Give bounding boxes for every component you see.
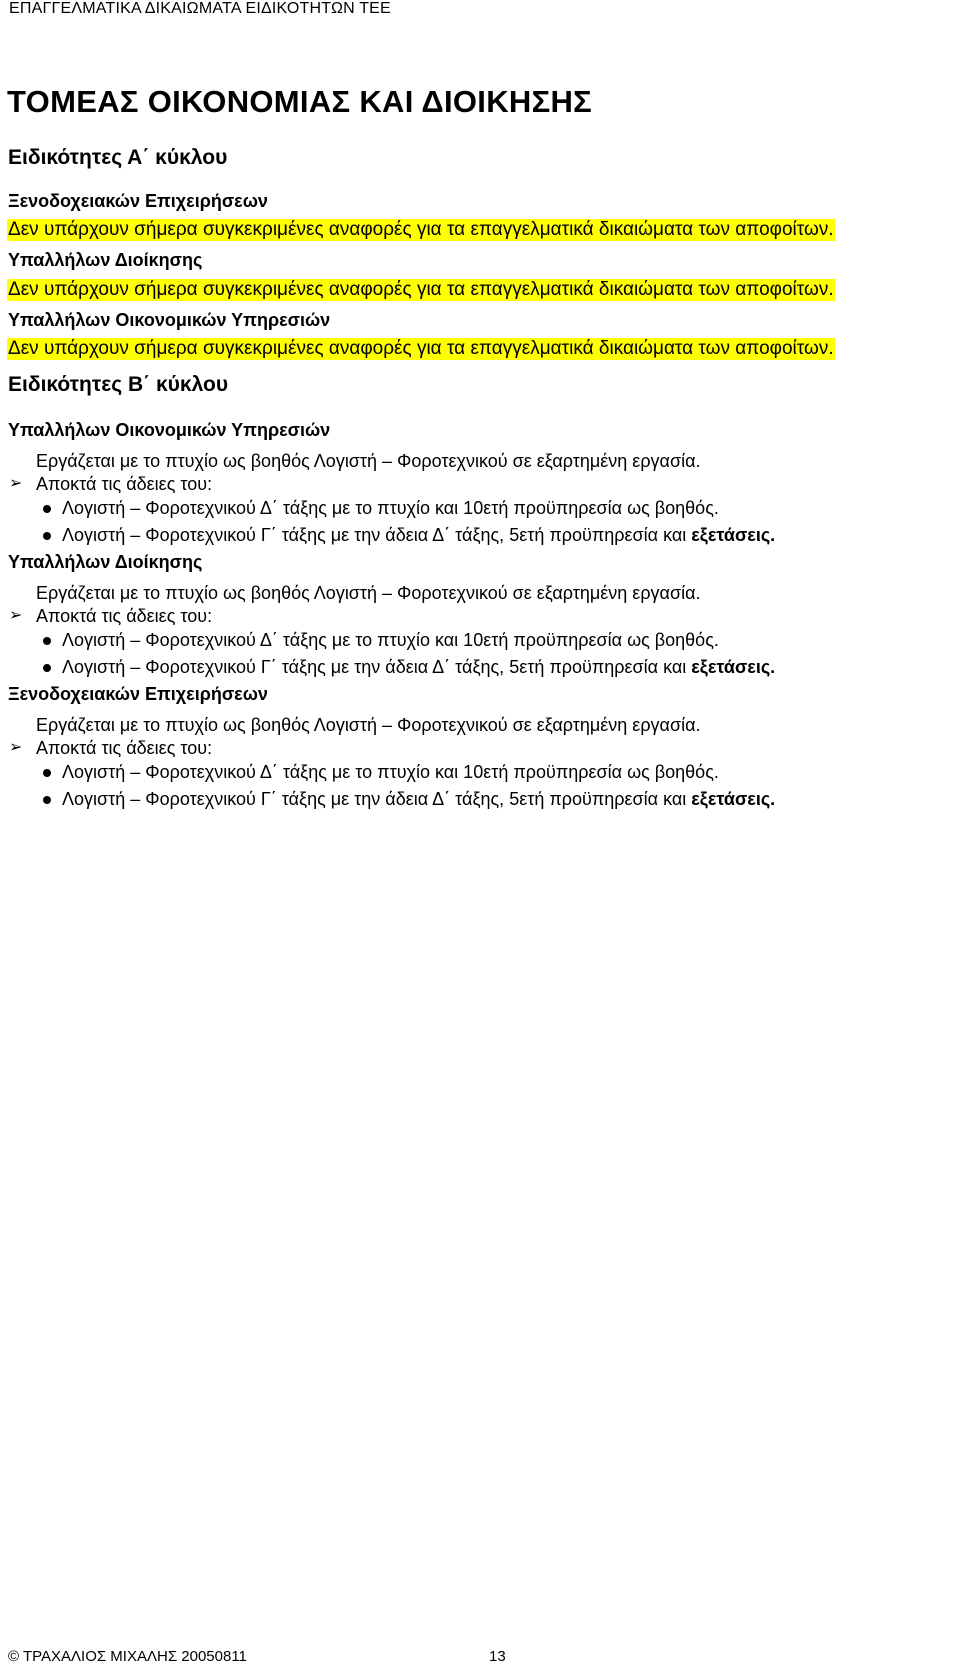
page-number: 13 (489, 1648, 506, 1665)
finance-works-text: Εργάζεται με το πτυχίο ως βοηθός Λογιστή – Φοροτεχνικού σε εξαρτημένη εργασία. (36, 451, 701, 471)
hotel-acquires-text: Αποκτά τις άδειες του: (36, 738, 213, 758)
bullet-dot-icon (43, 664, 51, 672)
cycle-b-specialty-finance: Υπαλλήλων Οικονομικών Υπηρεσιών (8, 420, 331, 440)
exams-emphasis: εξετάσεις. (691, 657, 776, 677)
bullet-dot-icon (43, 637, 51, 645)
arrow-bullet-icon: ➢ (9, 475, 23, 492)
hotel-license-item-1: Λογιστή – Φοροτεχνικού Δ΄ τάξης με το πτυχίο και 10ετή προϋπηρεσία ως βοηθός. (62, 762, 719, 782)
finance-acquires-text: Αποκτά τις άδειες του: (36, 474, 213, 494)
cycle-a-specialty-hotel: Ξενοδοχειακών Επιχειρήσεων (8, 191, 268, 211)
cycle-b-heading: Ειδικότητες Β΄ κύκλου (8, 373, 229, 396)
admin-acquires-text: Αποκτά τις άδειες του: (36, 606, 213, 626)
finance-license-item-1: Λογιστή – Φοροτεχνικού Δ΄ τάξης με το πτυχίο και 10ετή προϋπηρεσία ως βοηθός. (62, 498, 719, 518)
footer-author: © ΤΡΑΧΑΛΙΟΣ ΜΙΧΑΛΗΣ 20050811 (8, 1648, 247, 1665)
cycle-a-finance-note: Δεν υπάρχουν σήμερα συγκεκριμένες αναφορές για τα επαγγελματικά δικαιώματα των αποφοίτων. (8, 338, 834, 359)
admin-license-item-2: Λογιστή – Φοροτεχνικού Γ΄ τάξης με την άδεια Δ΄ τάξης, 5ετή προϋπηρεσία και εξετάσεις. (62, 657, 776, 677)
cycle-a-admin-note: Δεν υπάρχουν σήμερα συγκεκριμένες αναφορές για τα επαγγελματικά δικαιώματα των αποφοίτων. (8, 279, 834, 300)
hotel-license-item-2: Λογιστή – Φοροτεχνικού Γ΄ τάξης με την άδεια Δ΄ τάξης, 5ετή προϋπηρεσία και εξετάσεις. (62, 789, 776, 809)
bullet-dot-icon (43, 532, 51, 540)
hotel-works-text: Εργάζεται με το πτυχίο ως βοηθός Λογιστή – Φοροτεχνικού σε εξαρτημένη εργασία. (36, 715, 701, 735)
exams-emphasis: εξετάσεις. (691, 789, 776, 809)
running-header: ΕΠΑΓΓΕΛΜΑΤΙΚΑ ΔΙΚΑΙΩΜΑΤΑ ΕΙΔΙΚΟΤΗΤΩΝ ΤΕΕ (9, 0, 391, 17)
cycle-b-specialty-admin: Υπαλλήλων Διοίκησης (8, 552, 203, 572)
cycle-a-heading: Ειδικότητες Α΄ κύκλου (8, 146, 228, 169)
finance-license-item-2: Λογιστή – Φοροτεχνικού Γ΄ τάξης με την άδεια Δ΄ τάξης, 5ετή προϋπηρεσία και εξετάσεις. (62, 525, 776, 545)
admin-license-item-1: Λογιστή – Φοροτεχνικού Δ΄ τάξης με το πτυχίο και 10ετή προϋπηρεσία ως βοηθός. (62, 630, 719, 650)
admin-works-text: Εργάζεται με το πτυχίο ως βοηθός Λογιστή – Φοροτεχνικού σε εξαρτημένη εργασία. (36, 583, 701, 603)
cycle-a-specialty-finance: Υπαλλήλων Οικονομικών Υπηρεσιών (8, 310, 331, 330)
arrow-bullet-icon: ➢ (9, 739, 23, 756)
page-title: ΤΟΜΕΑΣ ΟΙΚΟΝΟΜΙΑΣ ΚΑΙ ΔΙΟΙΚΗΣΗΣ (7, 84, 593, 119)
cycle-a-hotel-note: Δεν υπάρχουν σήμερα συγκεκριμένες αναφορές για τα επαγγελματικά δικαιώματα των αποφοίτων. (8, 219, 834, 240)
bullet-dot-icon (43, 769, 51, 777)
bullet-dot-icon (43, 796, 51, 804)
cycle-a-specialty-admin: Υπαλλήλων Διοίκησης (8, 250, 203, 270)
exams-emphasis: εξετάσεις. (691, 525, 776, 545)
arrow-bullet-icon: ➢ (9, 607, 23, 624)
bullet-dot-icon (43, 505, 51, 513)
cycle-b-specialty-hotel: Ξενοδοχειακών Επιχειρήσεων (8, 684, 268, 704)
